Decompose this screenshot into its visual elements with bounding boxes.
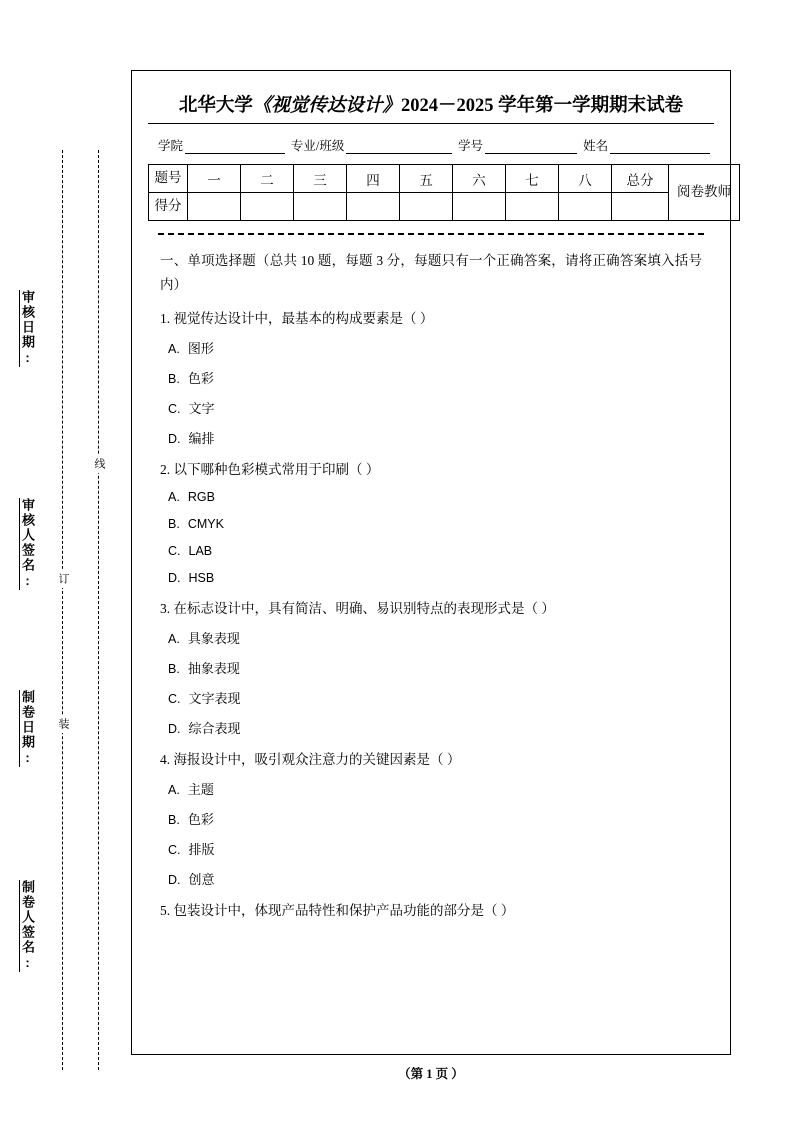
score-col-7: 七 (506, 165, 559, 193)
question-3: 3. 在标志设计中，具有简洁、明确、易识别特点的表现形式是（ ） (160, 601, 555, 617)
option-text: 文字表现 (188, 691, 241, 707)
option-letter: A. (168, 342, 180, 357)
option-text: 抽象表现 (187, 661, 240, 677)
option-text: 创意 (188, 872, 215, 888)
score-cell-2[interactable] (241, 193, 294, 221)
score-cell-4[interactable] (347, 193, 400, 221)
score-table (148, 164, 740, 221)
score-col-teacher: 阅卷教师 (669, 165, 740, 221)
option-letter: B. (168, 372, 180, 387)
paper-inner (132, 71, 730, 919)
question-1-option-b[interactable] (168, 368, 702, 387)
option-letter: C. (168, 544, 181, 559)
question-1-option-a[interactable] (168, 338, 702, 357)
question-1-option-d[interactable] (168, 428, 702, 447)
table-row-scores (149, 193, 740, 221)
page-title-course: 《视觉传达设计》 (252, 96, 401, 116)
question-4-option-a[interactable] (168, 779, 702, 798)
score-col-3: 三 (294, 165, 347, 193)
section-title: 一、单项选择题（总共 10 题，每题 3 分，每题只有一个正确答案，请将正确答案填入括号内） (160, 253, 702, 292)
option-letter: A. (168, 632, 180, 647)
question-4: 4. 海报设计中，吸引观众注意力的关键因素是（ ） (160, 752, 461, 768)
option-letter: A. (168, 783, 180, 798)
option-letter: B. (168, 662, 180, 677)
option-letter: D. (168, 873, 181, 888)
margin-label-reviewer-signature: 审核人签名: (20, 498, 35, 590)
option-letter: D. (168, 722, 181, 737)
question-2: 2. 以下哪种色彩模式常用于印刷（ ） (160, 462, 380, 478)
option-letter: C. (168, 692, 181, 707)
name-field[interactable] (610, 140, 710, 154)
option-text: 主题 (187, 782, 214, 798)
college-label: 学院 (158, 139, 184, 153)
option-letter: B. (168, 517, 180, 532)
question-2-option-c[interactable] (168, 543, 702, 559)
option-text: 排版 (188, 842, 215, 858)
left-margin-area (0, 0, 130, 1122)
score-table-header-score: 得分 (149, 193, 188, 221)
score-cell-1[interactable] (188, 193, 241, 221)
section-divider (158, 233, 704, 235)
score-cell-6[interactable] (453, 193, 506, 221)
margin-label-review-date: 审核日期: (20, 290, 35, 367)
page-title-suffix: 2024－2025 学年第一学期期末试卷 (400, 96, 684, 116)
page-footer: （第 1 页 ） (398, 1067, 464, 1081)
option-text: RGB (187, 490, 215, 505)
question-1: 1. 视觉传达设计中，最基本的构成要素是（ ） (160, 311, 434, 327)
fold-mark-bind: 订 (55, 570, 71, 588)
score-col-4: 四 (347, 165, 400, 193)
score-col-5: 五 (400, 165, 453, 193)
margin-dashed-line-outer (62, 150, 63, 1070)
option-text: 色彩 (187, 812, 214, 828)
page-title (148, 91, 714, 117)
question-3-option-c[interactable] (168, 688, 702, 707)
option-letter: C. (168, 402, 181, 417)
option-letter: B. (168, 813, 180, 828)
score-cell-total[interactable] (612, 193, 669, 221)
score-cell-3[interactable] (294, 193, 347, 221)
student-id-field[interactable] (485, 140, 577, 154)
fold-mark-pack: 装 (55, 715, 71, 733)
option-text: 具象表现 (187, 631, 240, 647)
question-2-option-d[interactable] (168, 570, 702, 586)
margin-dashed-line-inner (98, 150, 99, 1070)
questions-body (148, 249, 714, 919)
option-text: 文字 (188, 401, 215, 417)
table-row-question-numbers (149, 165, 740, 193)
student-info-row (158, 136, 710, 154)
college-field[interactable] (185, 140, 285, 154)
question-3-option-b[interactable] (168, 658, 702, 677)
option-text: 色彩 (187, 371, 214, 387)
option-text: 图形 (187, 341, 214, 357)
margin-label-maker-signature: 制卷人签名: (20, 880, 35, 972)
score-col-6: 六 (453, 165, 506, 193)
option-text: 编排 (188, 431, 215, 447)
option-text: LAB (188, 544, 213, 559)
student-id-label: 学号 (457, 139, 483, 153)
question-4-option-d[interactable] (168, 869, 702, 888)
option-letter: A. (168, 490, 180, 505)
question-5: 5. 包装设计中，体现产品特性和保护产品功能的部分是（ ） (160, 903, 515, 919)
question-3-option-a[interactable] (168, 628, 702, 647)
score-col-1: 一 (188, 165, 241, 193)
name-label: 姓名 (583, 139, 609, 153)
score-table-header-question: 题号 (149, 165, 188, 193)
question-2-option-b[interactable] (168, 516, 702, 532)
margin-label-maker-date: 制卷日期: (20, 690, 35, 767)
score-cell-8[interactable] (559, 193, 612, 221)
title-underline (148, 123, 714, 124)
option-text: 综合表现 (188, 721, 241, 737)
question-3-option-d[interactable] (168, 718, 702, 737)
option-letter: C. (168, 843, 181, 858)
page-title-prefix: 北华大学 (178, 96, 253, 116)
major-class-field[interactable] (346, 140, 452, 154)
question-2-option-a[interactable] (168, 489, 702, 505)
question-4-option-c[interactable] (168, 839, 702, 858)
option-text: HSB (188, 571, 215, 586)
question-4-option-b[interactable] (168, 809, 702, 828)
exam-paper (131, 70, 731, 1055)
question-1-option-c[interactable] (168, 398, 702, 417)
option-letter: D. (168, 571, 181, 586)
score-col-2: 二 (241, 165, 294, 193)
score-col-8: 八 (559, 165, 612, 193)
score-cell-5[interactable] (400, 193, 453, 221)
option-text: CMYK (187, 517, 224, 532)
major-class-label: 专业/班级 (290, 139, 345, 153)
option-letter: D. (168, 432, 181, 447)
fold-mark-line: 线 (91, 455, 107, 473)
score-cell-7[interactable] (506, 193, 559, 221)
score-col-total: 总分 (612, 165, 669, 193)
